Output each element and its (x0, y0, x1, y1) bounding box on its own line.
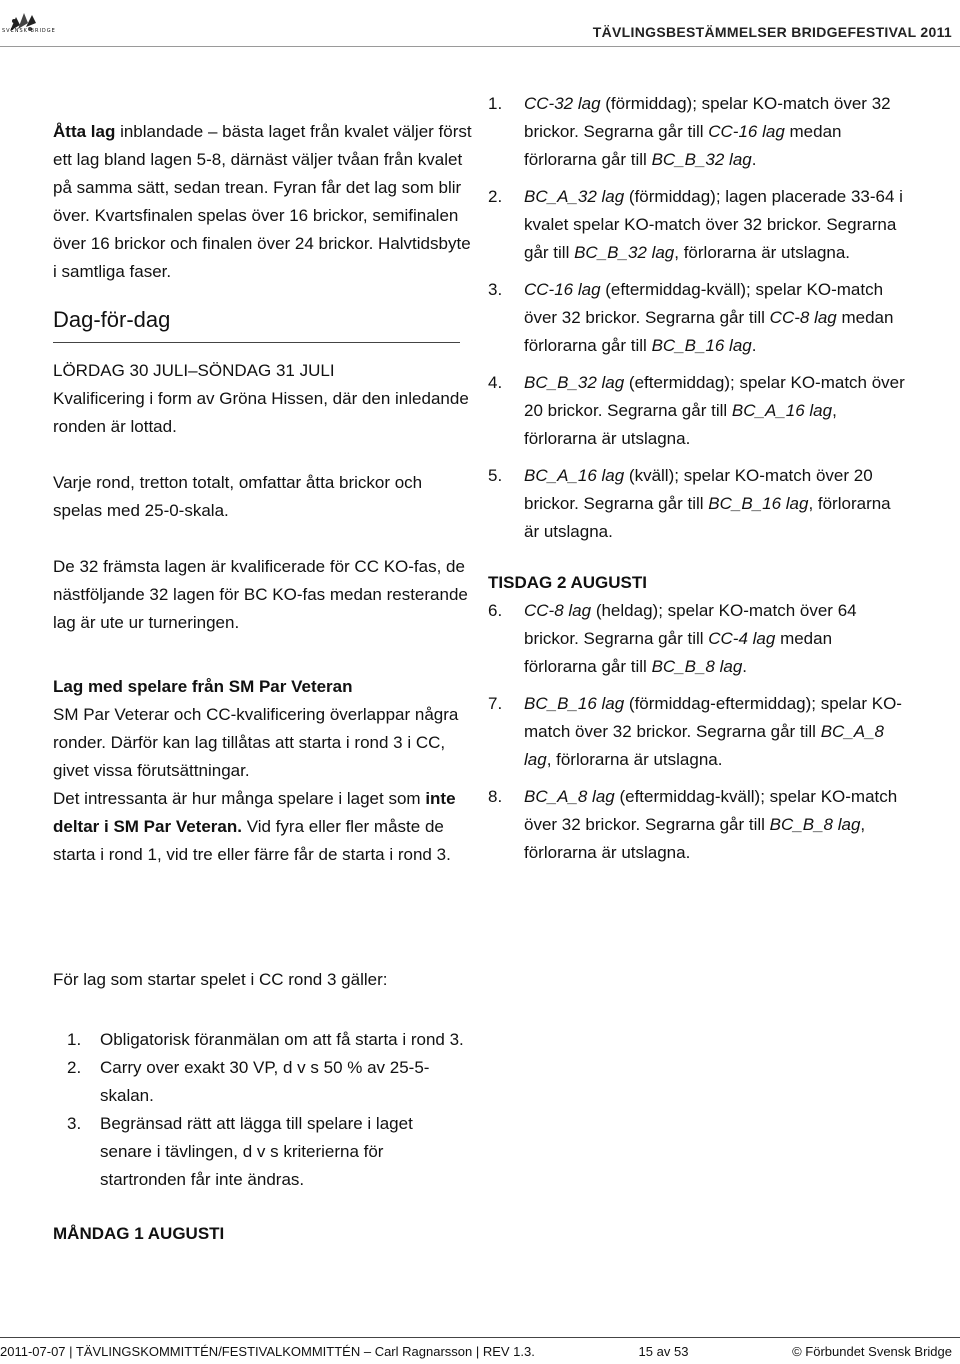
condition-number: 2. (67, 1058, 82, 1077)
list-number: 2. (488, 187, 503, 206)
list-number: 4. (488, 373, 503, 392)
team-group-name: BC_B_32 lag (574, 243, 675, 262)
list-text: (eftermiddag-kväll); spelar KO-match över 32 brickor. Segrarna går till (524, 280, 884, 327)
team-group-name: BC_A_8 lag (524, 787, 615, 806)
list-text: (förmiddag-eftermiddag); spelar KO-match över 32 brickor. Segrarna går till (524, 694, 902, 741)
left-column (53, 118, 473, 869)
list-text: (förmiddag); spelar KO-match över 32 brickor. Segrarna går till (524, 94, 891, 141)
right-column (488, 90, 908, 876)
list-item (488, 276, 908, 360)
list-text: medan förlorarna går till (524, 629, 833, 676)
condition-text: Obligatorisk föranmälan om att få starta i rond 3. (100, 1030, 464, 1049)
team-group-name: BC_B_16 lag (708, 494, 809, 513)
condition-text: Carry over exakt 30 VP, d v s 50 % av 25-5-skalan. (100, 1058, 430, 1105)
list-text: (kväll); spelar KO-match över 20 brickor. Segrarna går till (524, 466, 873, 513)
svensk-bridge-logo-icon (6, 6, 40, 40)
list-number: 1. (488, 94, 503, 113)
list-text: , förlorarna är utslagna. (546, 750, 723, 769)
footer-meta: 2011-07-07 | TÄVLINGSKOMMITTÉN/FESTIVALKOMMITTÉN – Carl Ragnarsson | REV 1.3. (0, 1344, 535, 1359)
team-group-name: BC_B_8 lag (651, 657, 743, 676)
condition-item (67, 1026, 467, 1054)
veteran-paragraph-1: SM Par Veterar och CC-kvalificering överlappar några ronder. Därför kan lag tillåtas att starta i rond 3 i CC, givet vissa förutsättningar. (53, 705, 459, 780)
list-item (488, 183, 908, 267)
list-text: , förlorarna är utslagna. (524, 494, 891, 541)
list-text: medan förlorarna går till (524, 308, 894, 355)
day-heading-saturday: LÖRDAG 30 JULI–SÖNDAG 31 JULI (53, 361, 335, 380)
intro-text: inblandade – bästa laget från kvalet väljer först ett lag bland lagen 5-8, därnäst väljer tvåan från kvalet på samma sätt, sedan trean. Fyran får det lag som blir över. Kvartsfinalen spelas över 16 brickor, semifinalen över 16 brickor och finalen över 24 brickor. Halvtidsbyte i samtliga faser. (53, 122, 472, 281)
list-item (488, 690, 908, 774)
footer-divider (0, 1337, 960, 1338)
list-text: . (751, 336, 757, 355)
bottom-section (53, 966, 913, 1248)
list-text: , förlorarna är utslagna. (524, 815, 866, 862)
team-group-name: CC-32 lag (524, 94, 601, 113)
list-number: 5. (488, 466, 503, 485)
veteran-heading: Lag med spelare från SM Par Veteran (53, 677, 353, 696)
intro-bold: Åtta lag (53, 122, 116, 141)
match-list-sunday (488, 90, 908, 546)
team-group-name: BC_A_32 lag (524, 187, 625, 206)
condition-item (67, 1054, 467, 1110)
footer (0, 1344, 952, 1359)
section-title: Dag-för-dag (53, 307, 171, 332)
list-text: (eftermiddag); spelar KO-match över 20 brickor. Segrarna går till (524, 373, 905, 420)
team-group-name: CC-16 lag (708, 122, 785, 141)
list-text: (eftermiddag-kväll); spelar KO-match över 32 brickor. Segrarna går till (524, 787, 898, 834)
team-group-name: BC_A_8 lag (524, 722, 885, 769)
team-group-name: BC_A_16 lag (731, 401, 833, 420)
list-number: 7. (488, 694, 503, 713)
list-item (488, 462, 908, 546)
qualification-paragraph: Kvalificering i form av Gröna Hissen, där den inledande ronden är lottad. (53, 389, 469, 436)
list-text: , förlorarna är utslagna. (674, 243, 851, 262)
qualified-paragraph: De 32 främsta lagen är kvalificerade för CC KO-fas, de nästföljande 32 lagen för BC KO-fas medan resterande lag är ute ur turneringen. (53, 557, 468, 632)
team-group-name: CC-4 lag (708, 629, 776, 648)
footer-page-number: 15 av 53 (638, 1344, 689, 1359)
condition-number: 3. (67, 1114, 82, 1133)
match-list-tuesday (488, 597, 908, 867)
veteran-p2-bold: inte deltar i SM Par Veteran. (53, 789, 456, 836)
veteran-p2-start: Det intressanta är hur många spelare i laget som (53, 789, 426, 808)
condition-text: Begränsad rätt att lägga till spelare i laget senare i tävlingen, d v s kriterierna för startronden får inte ändras. (100, 1114, 413, 1189)
list-text: . (742, 657, 748, 676)
list-text: , förlorarna är utslagna. (524, 401, 837, 448)
team-group-name: CC-8 lag (769, 308, 837, 327)
list-item (488, 783, 908, 867)
team-group-name: BC_B_8 lag (769, 815, 861, 834)
rounds-paragraph: Varje rond, tretton totalt, omfattar åtta brickor och spelas med 25-0-skala. (53, 473, 423, 520)
list-number: 3. (488, 280, 503, 299)
team-group-name: CC-8 lag (524, 601, 592, 620)
condition-number: 1. (67, 1030, 82, 1049)
team-group-name: BC_A_16 lag (524, 466, 625, 485)
list-text: (heldag); spelar KO-match över 64 brickor. Segrarna går till (524, 601, 857, 648)
day-heading-monday: MÅNDAG 1 AUGUSTI (53, 1224, 225, 1243)
list-item (488, 597, 908, 681)
page-header-title: TÄVLINGSBESTÄMMELSER BRIDGEFESTIVAL 2011 (592, 24, 952, 40)
list-item (488, 90, 908, 174)
team-group-name: CC-16 lag (524, 280, 601, 299)
intro-paragraph (53, 118, 473, 286)
logo-text: SVENSK BRIDGE (2, 28, 56, 34)
cc-round3-conditions (67, 1026, 467, 1194)
list-text: medan förlorarna går till (524, 122, 842, 169)
list-item (488, 369, 908, 453)
list-number: 6. (488, 601, 503, 620)
team-group-name: BC_B_32 lag (524, 373, 625, 392)
footer-copyright: © Förbundet Svensk Bridge (792, 1344, 952, 1359)
team-group-name: BC_B_16 lag (524, 694, 625, 713)
veteran-paragraph-2 (53, 785, 473, 869)
veteran-p2-end: Vid fyra eller fler måste de starta i rond 1, vid tre eller färre får de starta i rond 3. (53, 817, 451, 864)
list-number: 8. (488, 787, 503, 806)
team-group-name: BC_B_32 lag (651, 150, 752, 169)
list-text: . (751, 150, 757, 169)
list-text: (förmiddag); lagen placerade 33-64 i kvalet spelar KO-match över 32 brickor. Segrarna går till (524, 187, 903, 262)
condition-item (67, 1110, 467, 1194)
day-heading-tuesday: TISDAG 2 AUGUSTI (488, 573, 647, 592)
cc-round3-intro: För lag som startar spelet i CC rond 3 gäller: (53, 970, 388, 989)
header-divider (0, 46, 960, 47)
section-rule (53, 342, 460, 343)
team-group-name: BC_B_16 lag (651, 336, 752, 355)
